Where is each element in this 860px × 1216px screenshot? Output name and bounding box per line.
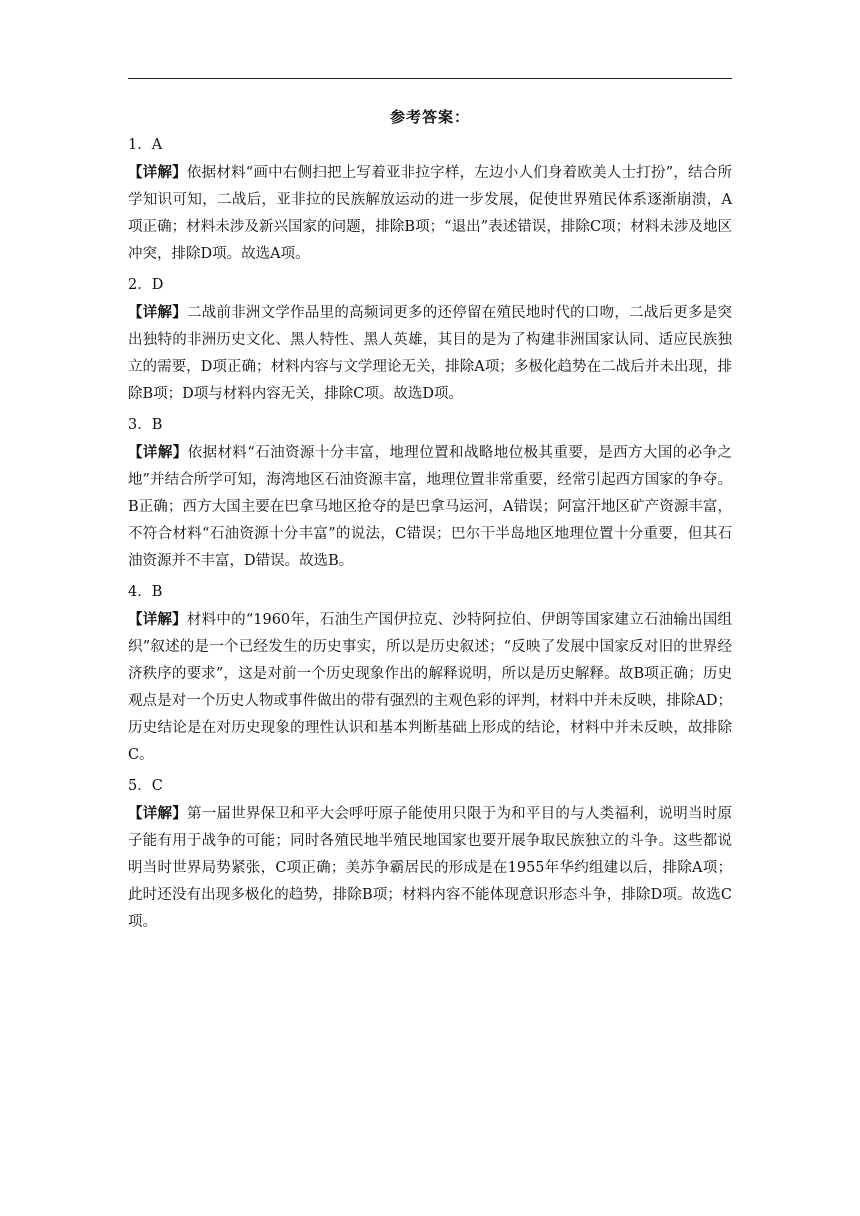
answer-number: 2．D xyxy=(128,277,164,293)
explanation-tag: 【详解】 xyxy=(128,805,187,822)
page-title: 参考答案： xyxy=(389,108,470,126)
explanation-text: 依据材料“画中右侧扫把上写着亚非拉字样，左边小人们身着欧美人士打扮”，结合所学知识可知，二战后，亚非拉的民族解放运动的进一步发展，促使世界殖民体系逐渐崩溃，A项正确；材料未涉及新兴国家的问题，排除B项；“退出”表述错误，排除C项；材料未涉及地区冲突，排除D项。故选A项。 xyxy=(128,165,733,262)
answer-explanation xyxy=(128,439,732,575)
answer-item xyxy=(128,412,732,575)
header-rule xyxy=(128,78,732,79)
answer-explanation xyxy=(128,606,732,769)
answer-item xyxy=(128,272,732,408)
answer-number: 1．A xyxy=(128,137,163,153)
explanation-text: 依据材料“石油资源十分丰富，地理位置和战略地位极其重要，是西方大国的必争之地”并结合所学可知，海湾地区石油资源丰富，地理位置非常重要，经常引起西方国家的争夺。B正确；西方大国主要在巴拿马地区抢夺的是巴拿马运河，A错误；阿富汗地区矿产资源丰富，不符合材料“石油资源十分丰富”的说法，C错误；巴尔干半岛地区地理位置十分重要，但其石油资源并不丰富，D错误。故选B。 xyxy=(128,445,733,569)
answer-number: 5．C xyxy=(128,778,163,794)
explanation-tag: 【详解】 xyxy=(128,611,187,628)
answer-explanation xyxy=(128,800,732,936)
explanation-text: 材料中的“1960年，石油生产国伊拉克、沙特阿拉伯、伊朗等国家建立石油输出国组织”叙述的是一个已经发生的历史事实，所以是历史叙述；“反映了发展中国家反对旧的世界经济秩序的要求”，这是对前一个历史现象作出的解释说明，所以是历史解释。故B项正确；历史观点是对一个历史人物或事件做出的带有强烈的主观色彩的评判，材料中并未反映，排除AD；历史结论是在对历史现象的理性认识和基本判断基础上形成的结论，材料中并未反映，故排除C。 xyxy=(128,612,733,763)
answer-explanation xyxy=(128,159,732,268)
answer-number: 4．B xyxy=(128,584,163,600)
answer-number: 3．B xyxy=(128,417,163,433)
explanation-tag: 【详解】 xyxy=(128,444,188,461)
answer-explanation xyxy=(128,299,732,408)
explanation-tag: 【详解】 xyxy=(128,304,187,321)
explanation-tag: 【详解】 xyxy=(128,164,187,181)
answer-item xyxy=(128,579,732,769)
answer-list xyxy=(128,132,732,940)
explanation-text: 第一届世界保卫和平大会呼吁原子能使用只限于为和平目的与人类福利，说明当时原子能有用于战争的可能；同时各殖民地半殖民地国家也要开展争取民族独立的斗争。这些都说明当时世界局势紧张，C项正确；美苏争霸居民的形成是在1955年华约组建以后，排除A项；此时还没有出现多极化的趋势，排除B项；材料内容不能体现意识形态斗争，排除D项。故选C项。 xyxy=(128,806,732,930)
answer-item xyxy=(128,132,732,268)
answer-item xyxy=(128,773,732,936)
explanation-text: 二战前非洲文学作品里的高频词更多的还停留在殖民地时代的口吻，二战后更多是突出独特的非洲历史文化、黑人特性、黑人英雄，其目的是为了构建非洲国家认同、适应民族独立的需要，D项正确；材料内容与文学理论无关，排除A项；多极化趋势在二战后并未出现，排除B项；D项与材料内容无关，排除C项。故选D项。 xyxy=(128,305,732,402)
